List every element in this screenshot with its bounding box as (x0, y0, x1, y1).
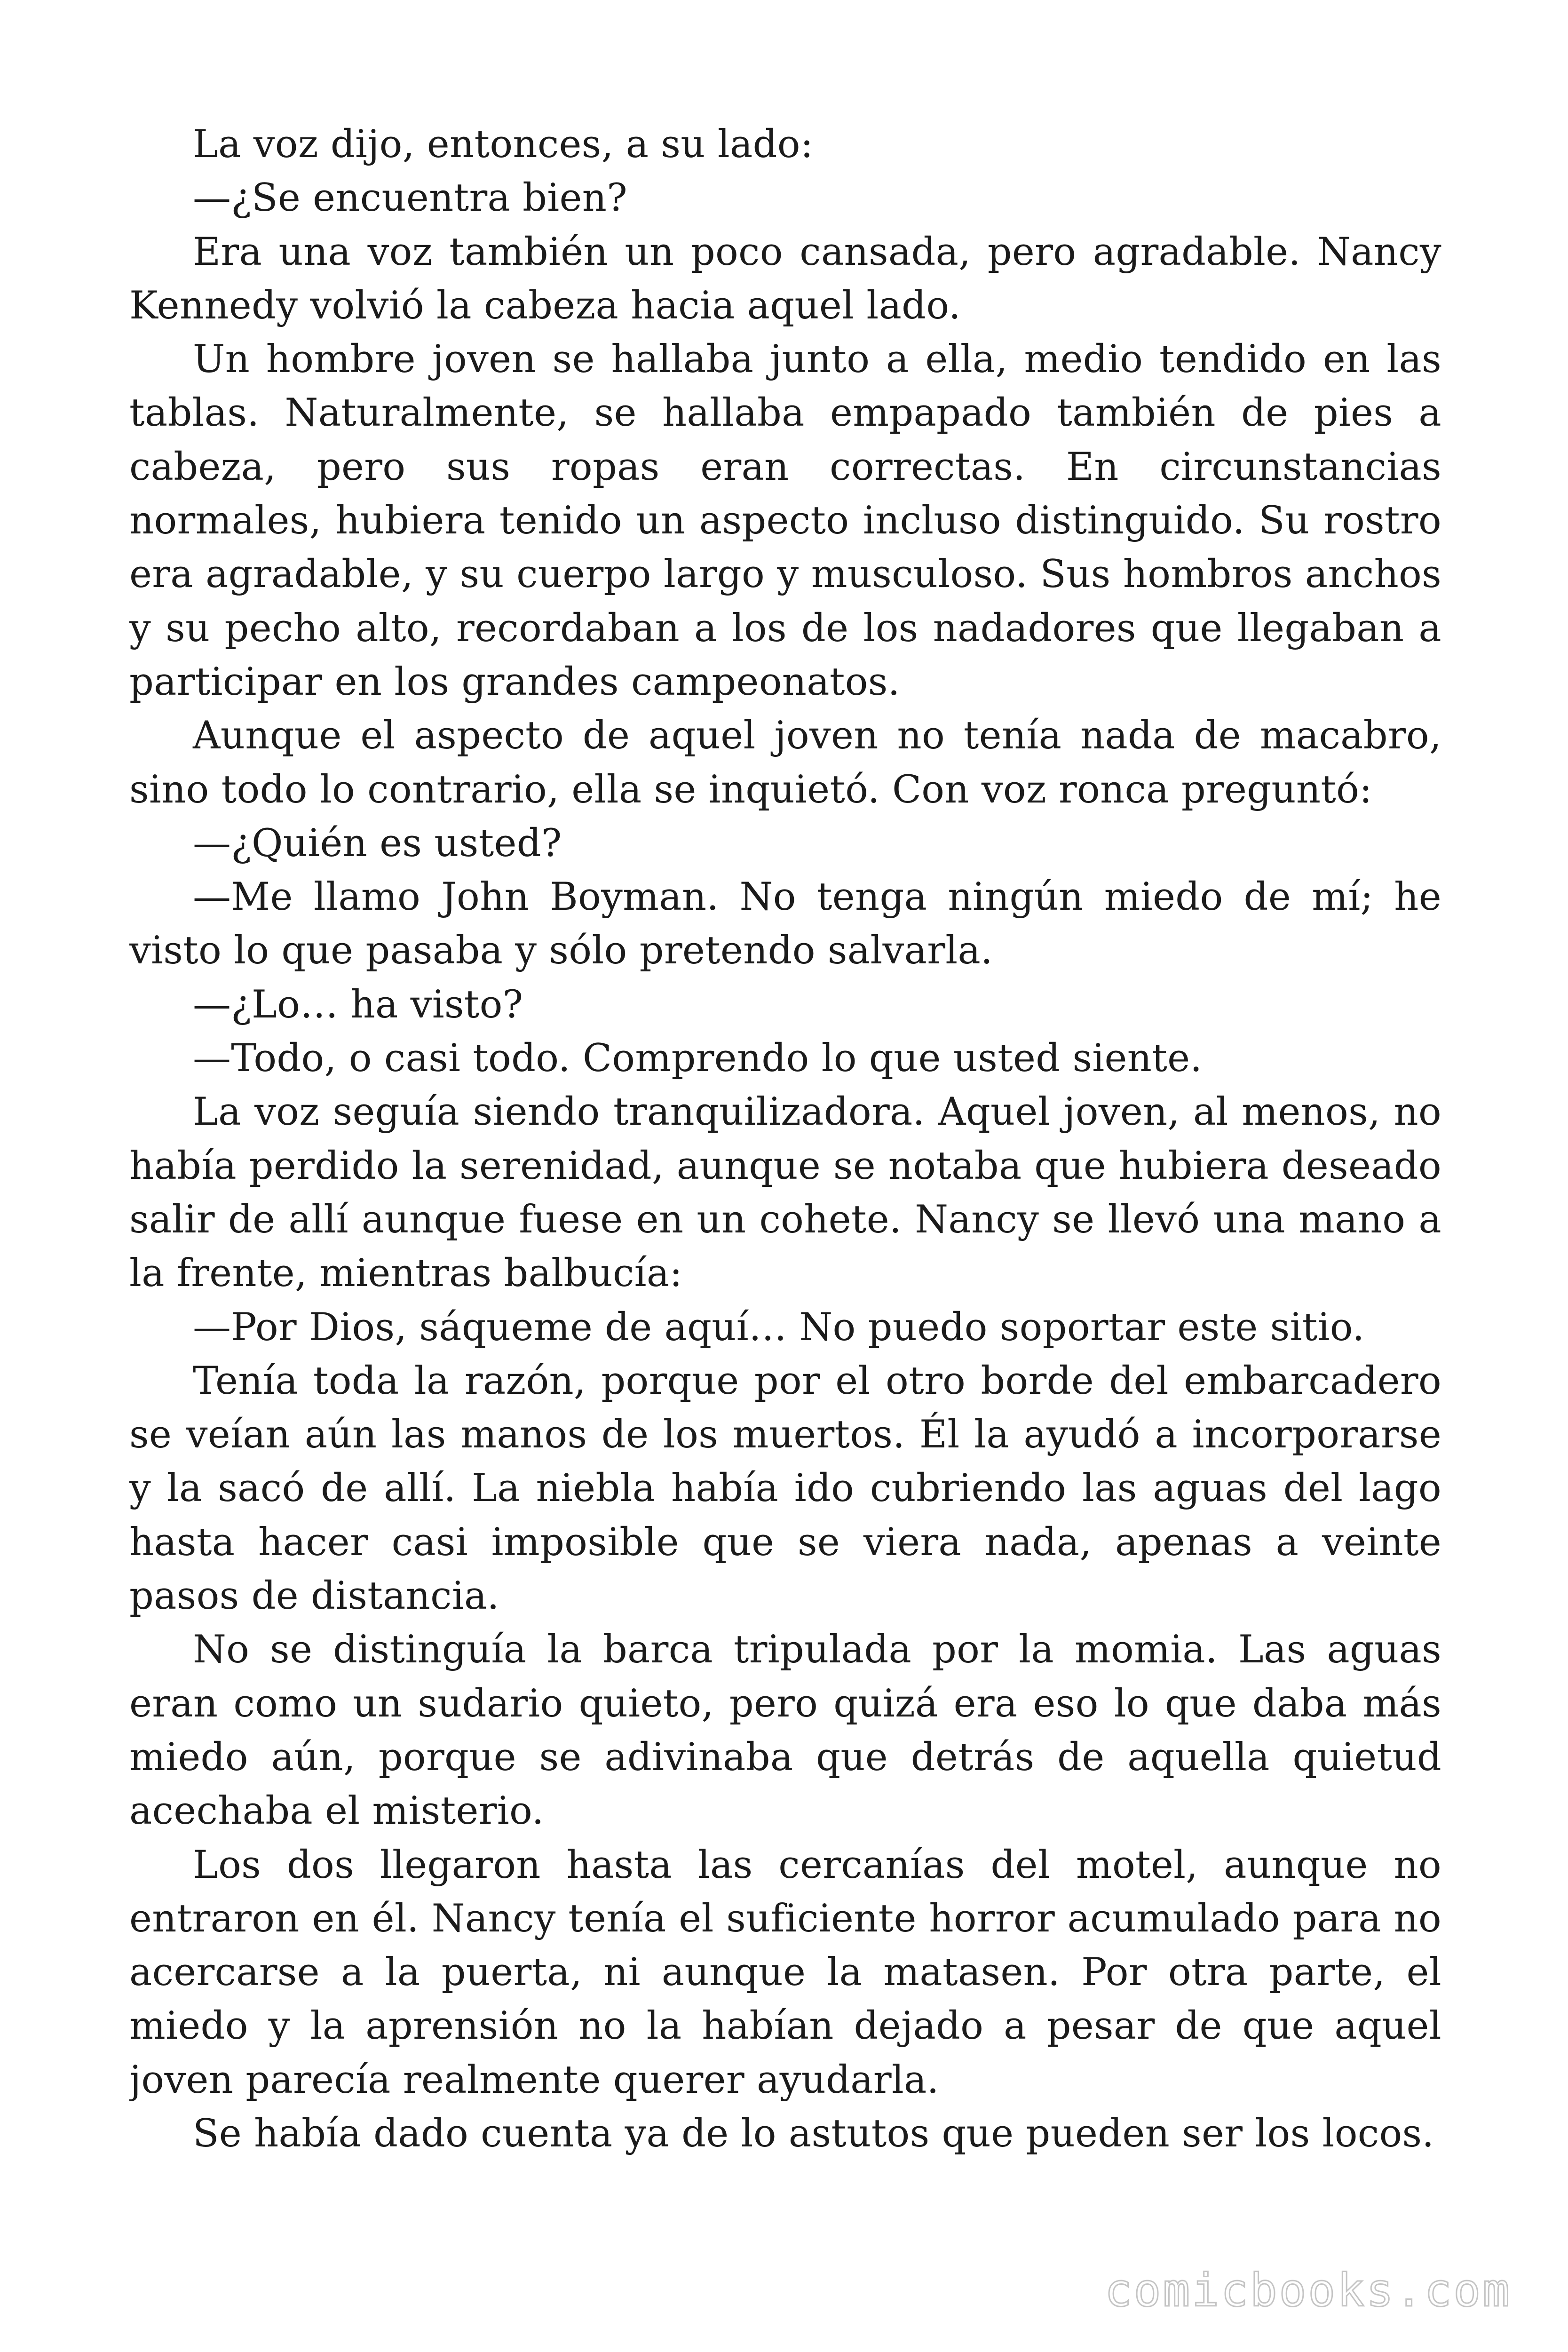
paragraph: Era una voz también un poco cansada, pero agradable. Nancy Kennedy volvió la cabeza hacia aquel lado. (129, 230, 1441, 328)
paragraph: —¿Lo… ha visto? (193, 982, 523, 1027)
watermark: comicbooks.com (1104, 2264, 1512, 2317)
paragraph: Un hombre joven se hallaba junto a ella, medio tendido en las tablas. Naturalmente, se hallaba empapado también de pies a cabeza, pero sus ropas eran correctas. En circunstancias normales, hubiera tenido un aspecto incluso distinguido. Su rostro era agradable, y su cuerpo largo y musculoso. Sus hombros anchos y su pecho alto, recordaban a los de los nadadores que llegaban a participar en los grandes campeonatos. (129, 337, 1441, 704)
paragraph: Los dos llegaron hasta las cercanías del motel, aunque no entraron en él. Nancy tenía el suficiente horror acumulado para no acercarse a la puerta, ni aunque la matasen. Por otra parte, el miedo y la aprensión no la habían dejado a pesar de que aquel joven parecía realmente querer ayudarla. (129, 1843, 1441, 2102)
paragraph: La voz seguía siendo tranquilizadora. Aquel joven, al menos, no había perdido la serenidad, aunque se notaba que hubiera deseado salir de allí aunque fuese en un cohete. Nancy se llevó una mano a la frente, mientras balbucía: (129, 1090, 1441, 1296)
page-body (129, 118, 1441, 2225)
paragraph: Aunque el aspecto de aquel joven no tenía nada de macabro, sino todo lo contrario, ella se inquietó. Con voz ronca preguntó: (129, 714, 1441, 812)
body-text (129, 118, 1441, 2161)
paragraph: —Me llamo John Boyman. No tenga ningún miedo de mí; he visto lo que pasaba y sólo pretendo salvarla. (129, 875, 1441, 973)
paragraph: —Por Dios, sáqueme de aquí… No puedo soportar este sitio. (193, 1305, 1365, 1350)
paragraph: La voz dijo, entonces, a su lado: (193, 122, 814, 167)
paragraph: No se distinguía la barca tripulada por la momia. Las aguas eran como un sudario quieto, pero quizá era eso lo que daba más miedo aún, porque se adivinaba que detrás de aquella quietud acechaba el misterio. (129, 1628, 1441, 1834)
paragraph: —¿Se encuentra bien? (193, 176, 627, 221)
paragraph: —¿Quién es usted? (193, 821, 562, 866)
paragraph: Se había dado cuenta ya de lo astutos que pueden ser los locos. (193, 2111, 1434, 2156)
paragraph: —Todo, o casi todo. Comprendo lo que usted siente. (193, 1036, 1203, 1081)
paragraph: Tenía toda la razón, porque por el otro borde del embarcadero se veían aún las manos de los muertos. Él la ayudó a incorporarse y la sacó de allí. La niebla había ido cubriendo las aguas del lago hasta hacer casi imposible que se viera nada, apenas a veinte pasos de distancia. (129, 1359, 1441, 1619)
